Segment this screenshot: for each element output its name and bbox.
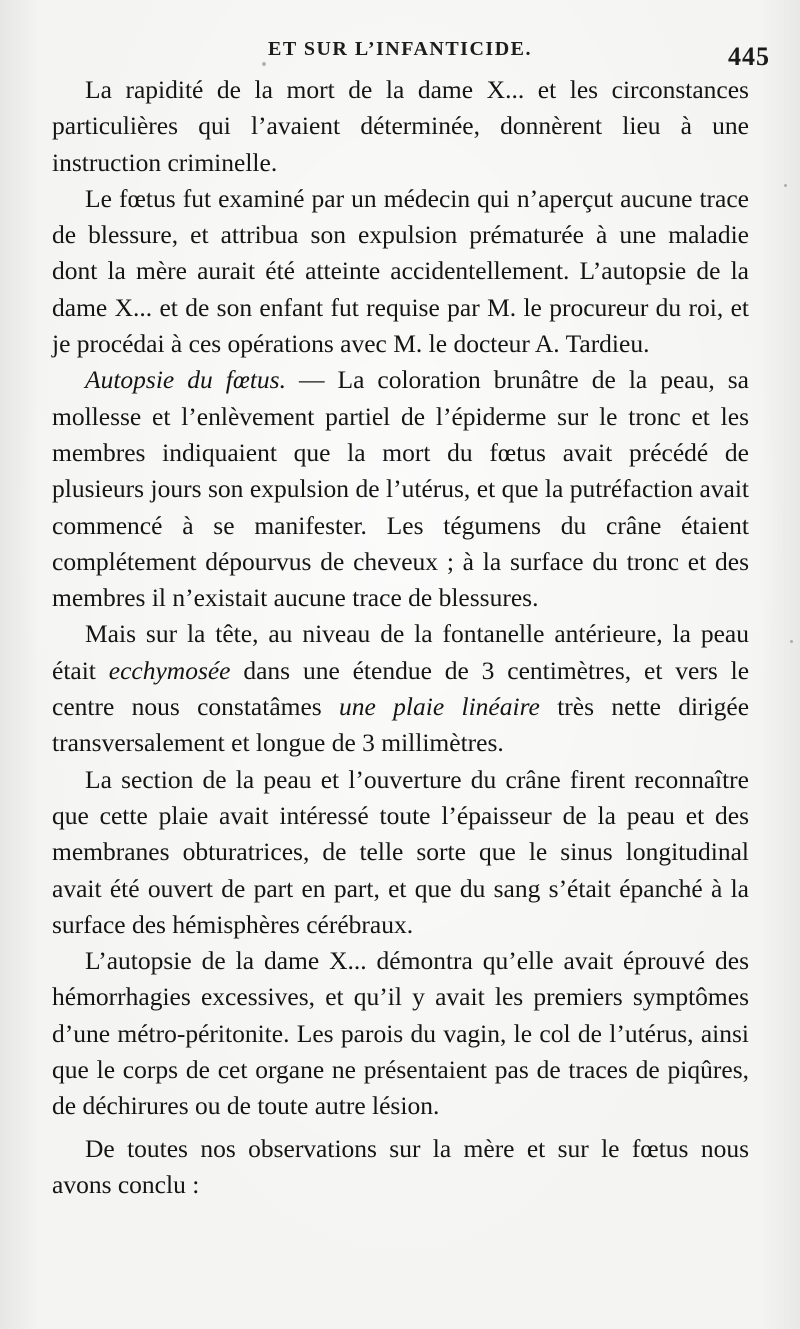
paragraph-4 [52,616,749,761]
paragraph-3-text: — La coloration brunâtre de la peau, sa mollesse et l’enlèvement partiel de l’épiderme sur le tronc et les membres indiquaient que la mort du fœtus avait précédé de plusieurs jours son expulsion de l’utérus, et que la putréfaction avait commencé à se manifester. Les tégumens du crâne étaient complétement dépourvus de cheveux ; à la surface du tronc et des membres il n’existait aucune trace de blessures. [52,365,749,613]
paragraph-4-part-1: Mais sur la tête, au niveau de la fontanelle antérieure, la peau était [52,619,749,685]
paragraph-5-text: La section de la peau et l’ouverture du crâne firent reconnaître que cette plaie avait intéressé toute l’épaisseur de la peau et des membranes obturatrices, de telle sorte que le sinus longitudinal avait été ouvert de part en part, et que du sang s’était épanché à la surface des hémisphères cérébraux. [52,764,749,939]
ink-speck [790,640,793,643]
paragraph-7-text: De toutes nos observations sur la mère et sur le fœtus nous avons conclu : [52,1133,749,1199]
paragraph-2-text: Le fœtus fut examiné par un médecin qui n’aperçut aucune trace de blessure, et attribua son expulsion prématurée à une maladie dont la mère aurait été atteinte accidentellement. L’autopsie de la dame X... et de son enfant fut requise par M. le procureur du roi, et je procédai à ces opérations avec M. le docteur A. Tardieu. [52,183,749,359]
ink-speck [262,62,266,66]
paragraph-4-part-2: dans une étendue de 3 centimètres, et vers le centre nous constatâmes [52,655,750,722]
running-title: ET SUR L’INFANTICIDE. [268,38,532,60]
paragraph-1-text: La rapidité de la mort de la dame X... et les circonstances particulières qui l’avaient déterminée, donnèrent lieu à une instruction criminelle. [52,75,749,177]
emphasis-plaie-lineaire: une plaie linéaire [339,692,540,722]
body-text [52,72,749,1203]
paragraph-3 [52,362,749,616]
paragraph-6 [52,943,749,1124]
ink-speck [784,184,787,187]
paragraph-5 [52,762,749,943]
paragraph-7 [52,1131,749,1204]
paragraph-4-part-3: très nette dirigée transversalement et longue de 3 millimètres. [52,692,750,758]
section-heading-autopsie-du-foetus: Autopsie du fœtus. [85,365,286,395]
page-number: 445 [728,42,770,71]
paragraph-2 [52,181,749,362]
paragraph-6-text: L’autopsie de la dame X... démontra qu’elle avait éprouvé des hémorrhagies excessives, et qu’il y avait les premiers symptômes d’une métro-péritonite. Les parois du vagin, le col de l’utérus, ainsi que le corps de cet organe ne présentaient pas de traces de piqûres, de déchirures ou de toute autre lésion. [52,946,749,1121]
paragraph-1 [52,72,749,181]
emphasis-ecchymosee: ecchymosée [108,655,231,685]
